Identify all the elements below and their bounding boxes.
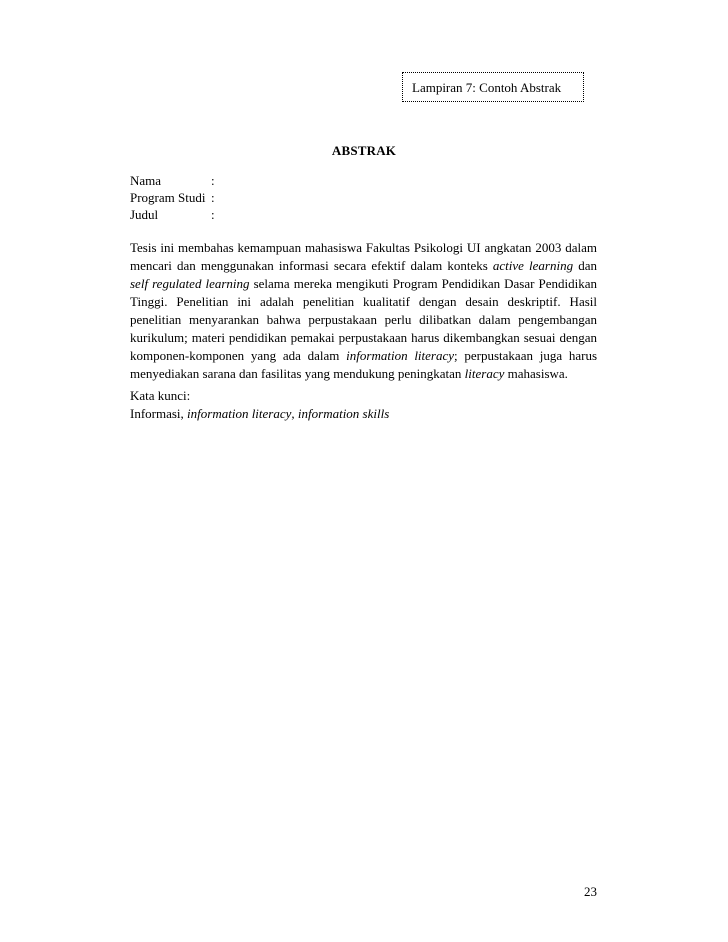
field-label-program-studi: Program Studi	[130, 190, 206, 205]
appendix-label-box	[402, 72, 584, 102]
page-number: 23	[584, 884, 597, 899]
field-row-nama	[130, 172, 215, 189]
abstract-paragraph	[130, 239, 597, 383]
abstract-italic-term: information literacy	[346, 348, 455, 363]
abstract-italic-term: literacy	[464, 366, 505, 381]
field-row-program-studi	[130, 189, 215, 206]
keyword-separator: ,	[291, 406, 298, 421]
keywords-section	[130, 387, 389, 423]
field-label-nama: Nama	[130, 173, 162, 188]
keywords-label: Kata kunci:	[130, 388, 191, 403]
identity-fields	[130, 172, 215, 223]
appendix-label: Lampiran 7: Contoh Abstrak	[412, 80, 562, 95]
keywords-list	[130, 405, 389, 423]
field-row-judul	[130, 206, 215, 223]
keyword: information literacy	[187, 406, 292, 421]
abstract-text: Tesis ini membahas kemampuan mahasiswa Fakultas Psikologi UI angkatan 2003 dalam mencari dan menggunakan informasi secara efektif dalam konteks	[130, 240, 597, 273]
page-title: ABSTRAK	[331, 143, 397, 158]
abstract-text: selama mereka mengikuti Program Pendidikan Dasar Pendidikan Tinggi. Penelitian ini adalah penelitian kualitatif dengan desain deskriptif. Hasil penelitian menyarankan bahwa perpustakaan perlu dilibatkan dalam pengembangan kurikulum; materi pendidikan pemakai perpustakaan harus dikembangkan sesuai dengan komponen-komponen yang ada dalam	[130, 276, 597, 363]
field-label-judul: Judul	[130, 207, 159, 222]
field-separator: :	[211, 207, 215, 222]
keyword-separator: ,	[180, 406, 188, 421]
abstract-text: mahasiswa.	[504, 366, 568, 381]
abstract-italic-term: self regulated learning	[130, 276, 250, 291]
keyword: Informasi	[130, 406, 181, 421]
field-separator: :	[211, 173, 215, 188]
abstract-text: ; perpustakaan juga harus menyediakan sarana dan fasilitas yang mendukung peningkatan	[130, 348, 598, 381]
abstract-italic-term: active learning	[492, 258, 574, 273]
field-separator: :	[211, 190, 215, 205]
keyword: information skills	[297, 406, 390, 421]
abstract-text: dan	[573, 258, 597, 273]
